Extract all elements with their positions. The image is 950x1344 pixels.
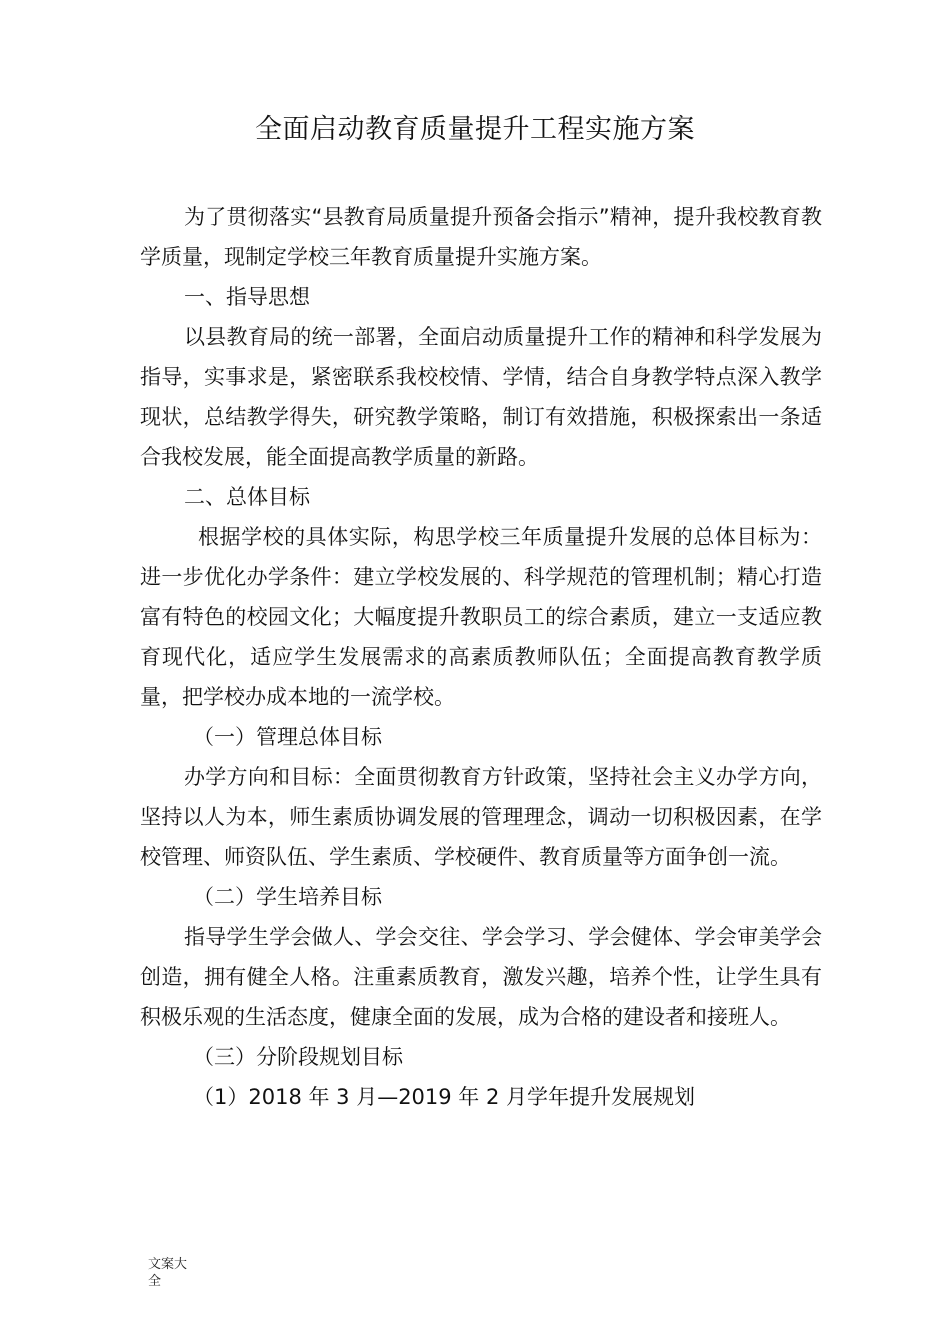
subsection-heading-phased-plan: （三）分阶段规划目标 bbox=[193, 1045, 403, 1069]
document-body bbox=[140, 197, 822, 1117]
subsection-heading-student-goal: （二）学生培养目标 bbox=[193, 885, 382, 909]
guiding-ideology-paragraph: 以县教育局的统一部署，全面启动质量提升工作的精神和科学发展为指导，实事求是，紧密联系我校校情、学情，结合自身教学特点深入教学现状，总结教学得失，研究教学策略，制订有效措施，积极探索出一条适合我校发展，能全面提高教学质量的新路。 bbox=[140, 325, 822, 469]
section-heading-overall-goal: 二、总体目标 bbox=[184, 485, 310, 509]
overall-goal-paragraph: 根据学校的具体实际，构思学校三年质量提升发展的总体目标为：进一步优化办学条件：建立学校发展的、科学规范的管理机制；精心打造富有特色的校园文化；大幅度提升教职员工的综合素质，建立一支适应教育现代化，适应学生发展需求的高素质教师队伍；全面提高教育教学质量，把学校办成本地的一流学校。 bbox=[140, 525, 822, 709]
phased-plan-item: （1）2018 年 3 月—2019 年 2 月学年提升发展规划 bbox=[193, 1085, 696, 1109]
document-title: 全面启动教育质量提升工程实施方案 bbox=[255, 114, 695, 145]
intro-paragraph: 为了贯彻落实“县教育局质量提升预备会指示”精神，提升我校教育教学质量，现制定学校三年教育质量提升实施方案。 bbox=[140, 205, 822, 269]
management-goal-paragraph: 办学方向和目标：全面贯彻教育方针政策，坚持社会主义办学方向，坚持以人为本，师生素质协调发展的管理理念，调动一切积极因素，在学校管理、师资队伍、学生素质、学校硬件、教育质量等方面争创一流。 bbox=[140, 765, 822, 869]
subsection-heading-management-goal: （一）管理总体目标 bbox=[193, 725, 382, 749]
student-goal-paragraph: 指导学生学会做人、学会交往、学会学习、学会健体、学会审美学会创造，拥有健全人格。注重素质教育，激发兴趣，培养个性，让学生具有积极乐观的生活态度，健康全面的发展，成为合格的建设者和接班人。 bbox=[140, 925, 822, 1029]
page-footer-label: 文案大全 bbox=[148, 1257, 188, 1289]
section-heading-guiding-ideology: 一、指导思想 bbox=[184, 285, 310, 309]
